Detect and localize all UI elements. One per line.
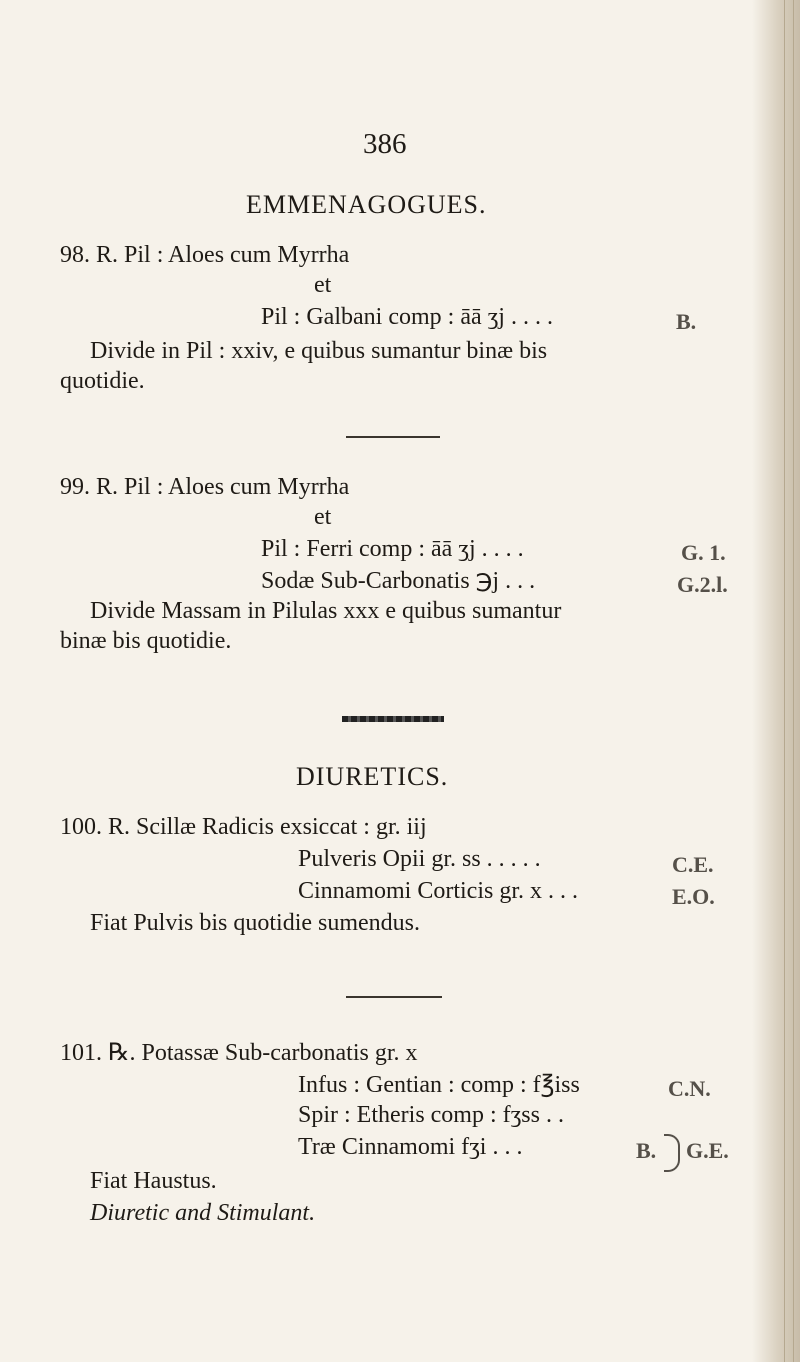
recipe-99-line-1: 99. R. Pil : Aloes cum Myrrha — [60, 474, 350, 500]
recipe-99-source-2: G.2.l. — [677, 572, 728, 597]
recipe-100-line-4: Fiat Pulvis bis quotidie sumendus. — [90, 910, 421, 936]
divider-thick — [342, 716, 444, 722]
recipe-99-source-1: G. 1. — [681, 540, 726, 565]
recipe-101-source-3: G.E. — [686, 1138, 729, 1163]
recipe-101-line-2: Infus : Gentian : comp : f℥iss — [298, 1072, 580, 1098]
page-edge-line — [784, 0, 785, 1362]
brace — [664, 1134, 680, 1172]
recipe-100-line-1: 100. R. Scillæ Radicis exsiccat : gr. iij — [60, 814, 427, 840]
recipe-99-line-4: Sodæ Sub-Carbonatis ℈j . . . — [261, 568, 536, 594]
recipe-99-line-2: et — [314, 504, 332, 530]
divider — [346, 996, 442, 998]
recipe-101-line-5: Fiat Haustus. — [90, 1168, 217, 1194]
recipe-98-line-1: 98. R. Pil : Aloes cum Myrrha — [60, 242, 350, 268]
recipe-98-source: B. — [676, 309, 697, 334]
recipe-100-source-2: E.O. — [672, 884, 715, 909]
recipe-100-source-1: C.E. — [672, 852, 714, 877]
recipe-101-line-4: Træ Cinnamomi fʒi . . . — [298, 1134, 523, 1160]
recipe-101-line-6: Diuretic and Stimulant. — [90, 1200, 316, 1226]
recipe-100-line-2: Pulveris Opii gr. ss . . . . . — [298, 846, 541, 872]
recipe-101-source-1: C.N. — [668, 1076, 711, 1101]
recipe-100-line-3: Cinnamomi Corticis gr. x . . . — [298, 878, 578, 904]
recipe-99-line-6: binæ bis quotidie. — [60, 628, 232, 654]
recipe-101-source-2: B. — [636, 1138, 657, 1163]
recipe-98-line-3: Pil : Galbani comp : āā ʒj . . . . — [261, 304, 553, 330]
recipe-101-line-1: 101. ℞. Potassæ Sub-carbonatis gr. x — [60, 1040, 418, 1066]
recipe-98-line-2: et — [314, 272, 332, 298]
recipe-99-line-5: Divide Massam in Pilulas xxx e quibus sumantur — [90, 598, 562, 624]
divider — [346, 436, 440, 438]
recipe-99-line-3: Pil : Ferri comp : āā ʒj . . . . — [261, 536, 524, 562]
recipe-101-line-3: Spir : Etheris comp : fʒss . . — [298, 1102, 564, 1128]
recipe-98-line-4: Divide in Pil : xxiv, e quibus sumantur binæ bis — [90, 338, 548, 364]
page-edge-line — [793, 0, 794, 1362]
page-number: 386 — [363, 128, 407, 160]
section-title-diuretics: DIURETICS. — [296, 762, 449, 791]
section-title-emmenagogues: EMMENAGOGUES. — [246, 190, 487, 219]
recipe-98-line-5: quotidie. — [60, 368, 145, 394]
